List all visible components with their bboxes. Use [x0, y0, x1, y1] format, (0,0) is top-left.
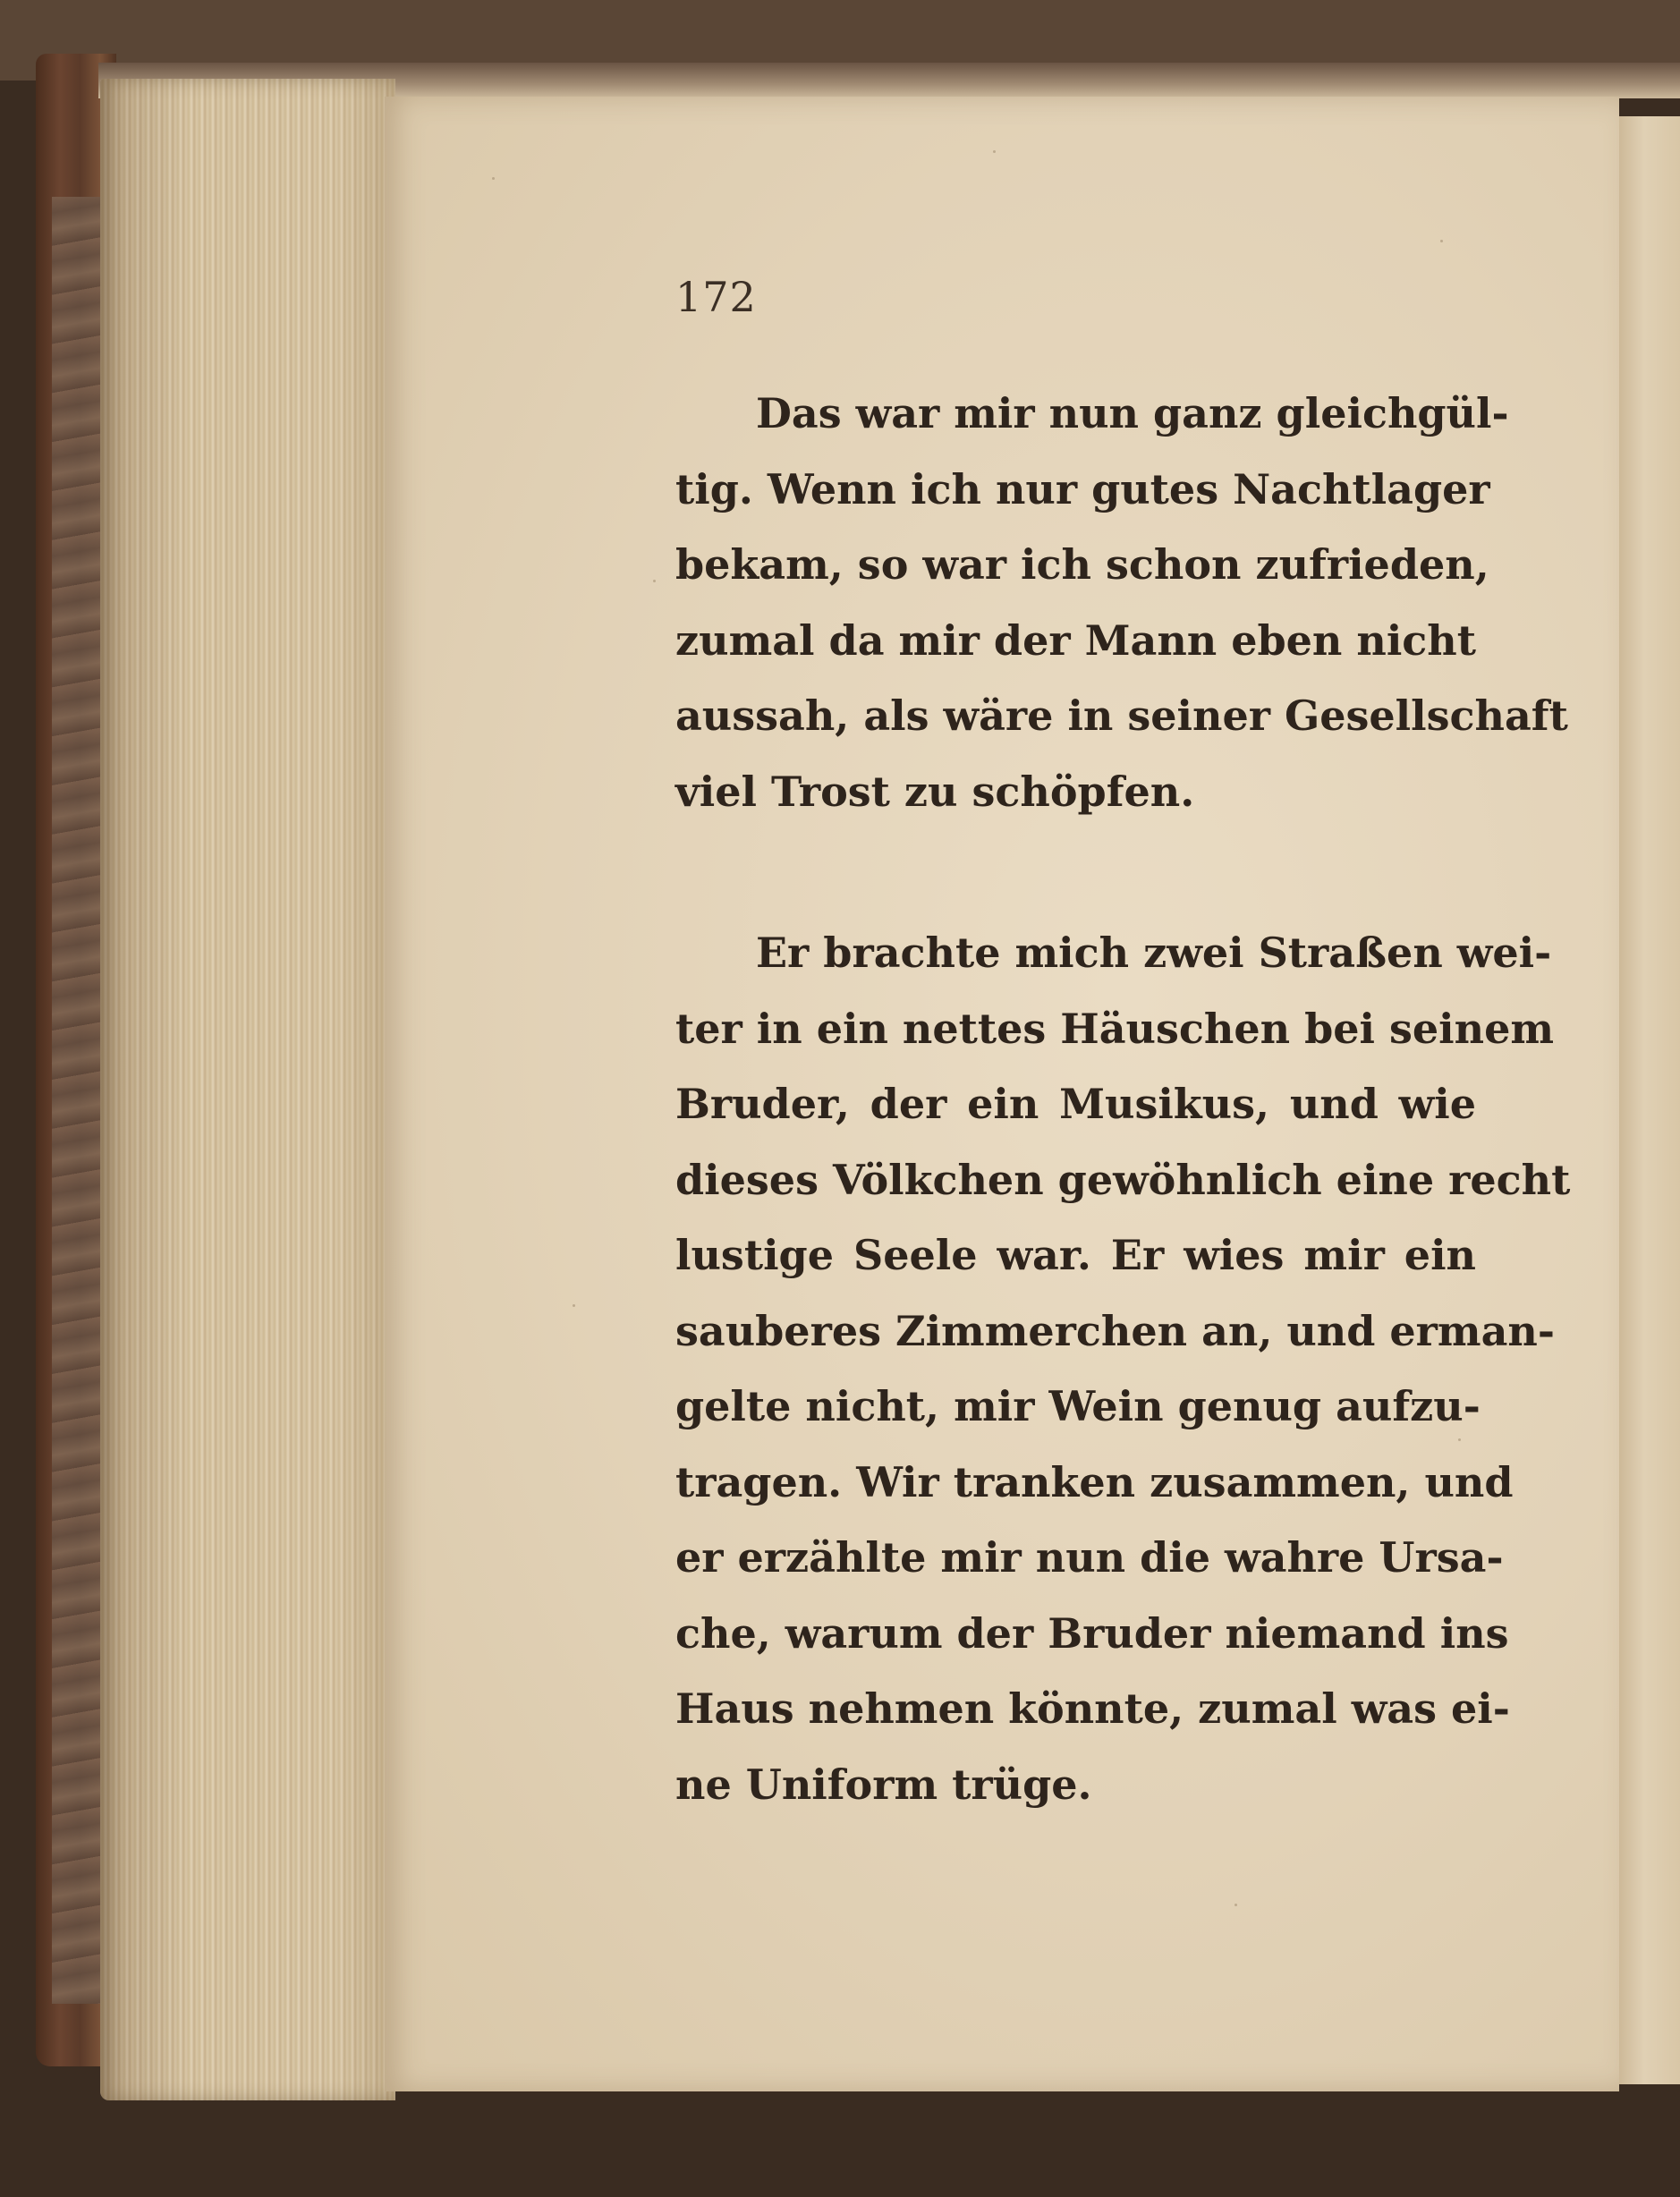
text-line: viel Trost zu schöpfen. — [675, 767, 1195, 816]
text-line: bekam, so war ich schon zufrieden, — [675, 540, 1489, 589]
paper-speck — [1440, 240, 1443, 242]
text-line: tig. Wenn ich nur gutes Nachtlager — [675, 464, 1490, 513]
text-line: gelte nicht, mir Wein genug aufzu- — [675, 1382, 1481, 1430]
paragraph-1 — [675, 376, 1568, 829]
paragraph-gap — [675, 829, 1476, 915]
text-line: Haus nehmen könnte, zumal was ei- — [675, 1684, 1510, 1733]
text-line: Bruder, der ein Musikus, und wie — [675, 1080, 1476, 1128]
marbled-cover-edge — [52, 197, 102, 2004]
text-line: ter in ein nettes Häuschen bei seinem — [675, 1004, 1555, 1053]
paper-speck — [653, 580, 656, 582]
paper-speck — [573, 1304, 575, 1307]
facing-page-sliver — [1617, 116, 1680, 2084]
page-block-shadow — [100, 79, 395, 2100]
text-line: aussah, als wäre in seiner Gesellschaft — [675, 691, 1568, 740]
text-line: che, warum der Bruder niemand ins — [675, 1608, 1509, 1658]
paper-speck — [993, 150, 996, 153]
text-line: lustige Seele war. Er wies mir ein — [675, 1231, 1476, 1279]
text-line: zumal da mir der Mann eben nicht — [675, 615, 1477, 665]
text-line: tragen. Wir tranken zusammen, und — [675, 1457, 1514, 1506]
paper-speck — [1235, 1904, 1237, 1906]
text-line: ne Uniform trüge. — [675, 1760, 1092, 1809]
text-line: Er brachte mich zwei Straßen wei- — [756, 929, 1552, 977]
text-line: Das war mir nun ganz gleichgül- — [756, 389, 1509, 437]
page-number: 172 — [675, 273, 757, 321]
paper-speck — [492, 177, 495, 180]
text-line: er erzählte mir nun die wahre Ursa- — [675, 1533, 1504, 1582]
text-line: sauberes Zimmerchen an, und erman- — [675, 1306, 1555, 1355]
paragraph-2 — [675, 915, 1571, 1822]
text-line: dieses Völkchen gewöhnlich eine recht — [675, 1155, 1571, 1204]
page-text — [675, 376, 1571, 1822]
